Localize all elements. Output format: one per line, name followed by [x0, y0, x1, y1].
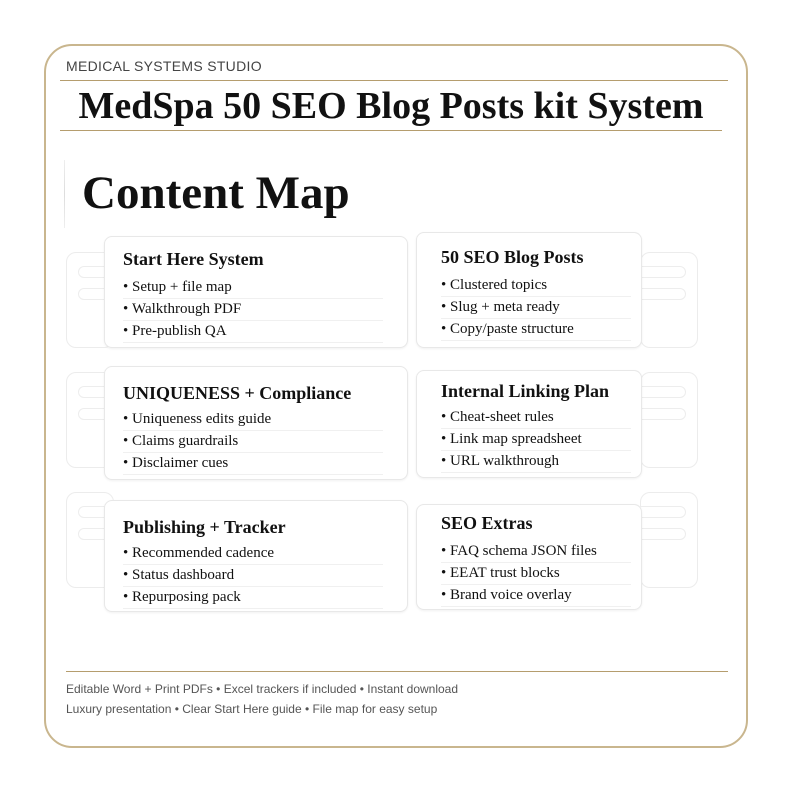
card-list [441, 541, 631, 607]
footer-line-1: Editable Word + Print PDFs • Excel trackers if included • Instant download [66, 682, 459, 696]
ghost-bar [636, 288, 686, 300]
list-item: • Copy/paste structure [441, 319, 631, 341]
list-item: • URL walkthrough [441, 451, 631, 473]
ghost-bar [636, 266, 686, 278]
card-title: 50 SEO Blog Posts [441, 247, 584, 267]
list-item: • Uniqueness edits guide [123, 409, 383, 431]
ghost-bar [636, 528, 686, 540]
list-item: • Setup + file map [123, 277, 383, 299]
section-title: Content Map [82, 167, 350, 219]
header-top-rule [60, 80, 728, 81]
list-item: • FAQ schema JSON files [441, 541, 631, 563]
list-item: • Pre-publish QA [123, 321, 383, 343]
list-item: • Walkthrough PDF [123, 299, 383, 321]
card-list [123, 543, 383, 609]
card-title: Start Here System [123, 249, 264, 269]
ghost-bar [636, 386, 686, 398]
card-title: Publishing + Tracker [123, 517, 286, 537]
footer-line-2: Luxury presentation • Clear Start Here guide • File map for easy setup [66, 702, 438, 716]
card-list [441, 275, 631, 341]
list-item: • Disclaimer cues [123, 453, 383, 475]
list-item: • Repurposing pack [123, 587, 383, 609]
header-bottom-rule [60, 130, 722, 131]
list-item: • Status dashboard [123, 565, 383, 587]
card-seo-blog-posts [416, 232, 642, 348]
card-publishing-tracker [104, 500, 408, 612]
section-edge [64, 160, 65, 228]
ghost-bar [636, 506, 686, 518]
list-item: • Cheat-sheet rules [441, 407, 631, 429]
card-start-here [104, 236, 408, 348]
footer-rule [66, 671, 728, 672]
card-title: Internal Linking Plan [441, 381, 610, 401]
ghost-bar [636, 408, 686, 420]
list-item: • Clustered topics [441, 275, 631, 297]
list-item: • Link map spreadsheet [441, 429, 631, 451]
list-item: • EEAT trust blocks [441, 563, 631, 585]
card-list [441, 407, 631, 473]
list-item: • Claims guardrails [123, 431, 383, 453]
card-internal-linking [416, 370, 642, 478]
list-item: • Brand voice overlay [441, 585, 631, 607]
page-title: MedSpa 50 SEO Blog Posts kit System [78, 85, 704, 127]
card-title: UNIQUENESS + Compliance [123, 383, 352, 403]
card-list [123, 409, 383, 475]
card-title: SEO Extras [441, 513, 533, 533]
list-item: • Slug + meta ready [441, 297, 631, 319]
list-item: • Recommended cadence [123, 543, 383, 565]
studio-label: MEDICAL SYSTEMS STUDIO [66, 58, 262, 74]
card-list [123, 277, 383, 343]
card-uniqueness-compliance [104, 366, 408, 480]
card-seo-extras [416, 504, 642, 610]
